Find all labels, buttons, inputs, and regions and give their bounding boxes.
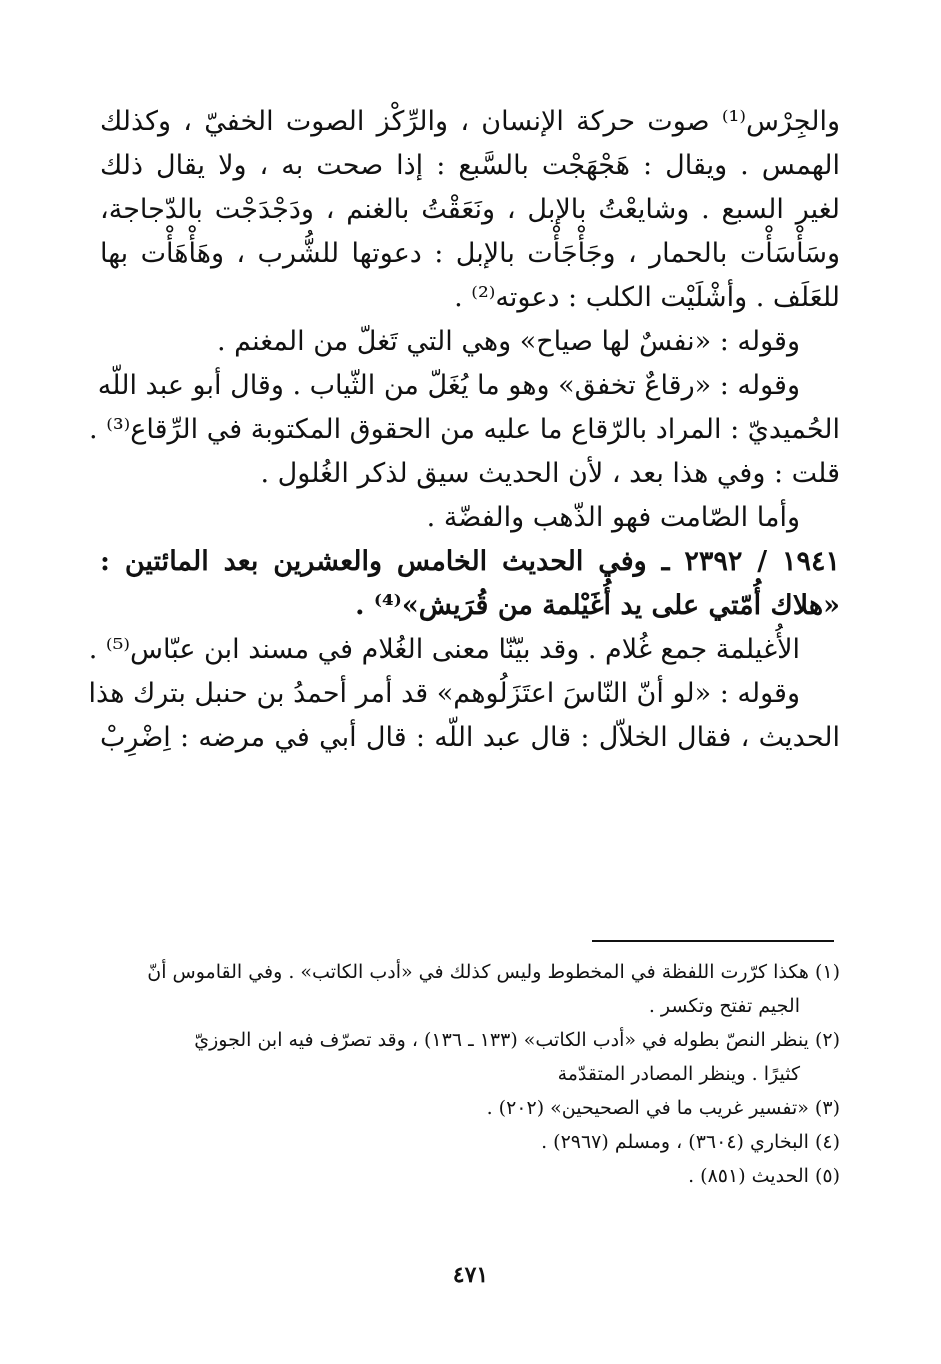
- footnotes: [100, 955, 840, 1193]
- text-line: وقوله : «لو أنّ النّاسَ اعتَزَلُوهم» قد أمر أحمدُ بن حنبل بترك هذا: [88, 678, 800, 709]
- footnote-2: (٢) ينظر النصّ بطوله في «أدب الكاتب» (١٣٣ ـ ١٣٦) ، وقد تصرّف فيه ابن الجوزيّ: [194, 1029, 840, 1051]
- text-line: للعَلَف . وأشْلَيْت الكلب : دعوته⁽²⁾ .: [454, 282, 840, 313]
- footnote-1-continued: الجيم تفتح وتكسر .: [648, 995, 800, 1017]
- hadith-heading: ١٩٤١ / ٢٣٩٢ ـ وفي الحديث الخامس والعشرين بعد المائتين :: [100, 546, 840, 577]
- text-line: الهمس . ويقال : هَجْهَجْت بالسَّبع : إذا صحت به ، ولا يقال ذلك: [100, 150, 840, 181]
- text-line: قلت : وفي هذا بعد ، لأن الحديث سيق لذكر الغُلول .: [260, 458, 840, 489]
- footnote-1: (١) هكذا كرّرت اللفظة في المخطوط وليس كذلك في «أدب الكاتب» . وفي القاموس أنّ: [147, 961, 840, 983]
- footnote-5: (٥) الحديث (٨٥١) .: [688, 1165, 840, 1187]
- text-line: وسَأْسَأْت بالحمار ، وجَأْجَأْت بالإبل : دعوتها للشُّرب ، وهَأْهَأْت بها: [100, 238, 840, 269]
- text-line: وقوله : «رقاعٌ تخفق» وهو ما يُغَلّ من الثّياب . وقال أبو عبد اللّه: [97, 370, 800, 401]
- text-line: وأما الصّامت فهو الذّهب والفضّة .: [426, 502, 800, 533]
- text-line: الأُغيلمة جمع غُلام . وقد بيّنّا معنى الغُلام في مسند ابن عبّاس⁽⁵⁾ .: [88, 634, 800, 665]
- hadith-text: «هلاك أُمّتي على يد أُغَيْلمة من قُرَيش»⁽⁴⁾ .: [355, 590, 840, 621]
- footnote-2-continued: كثيرًا . وينظر المصادر المتقدّمة: [557, 1063, 800, 1085]
- footnote-4: (٤) البخاري (٣٦٠٤) ، ومسلم (٢٩٦٧) .: [541, 1131, 840, 1153]
- text-line: لغير السبع . وشايعْتُ بالإبل ، ونَعَقْتُ بالغنم ، ودَجْدَجْت بالدّجاجة،: [100, 194, 840, 225]
- text-line: وقوله : «نفسٌ لها صياح» وهي التي تَغلّ من المغنم .: [216, 326, 800, 357]
- main-text: [88, 100, 840, 760]
- page-number: ٤٧١: [452, 1262, 489, 1288]
- text-line: الحديث ، فقال الخلاّل : قال عبد اللّه : قال أبي في مرضه : اِضْرِبْ: [100, 722, 840, 753]
- text-line: الحُميديّ : المراد بالرّقاع ما عليه من الحقوق المكتوبة في الرِّقاع⁽³⁾ .: [89, 414, 840, 445]
- footnote-divider: [592, 940, 834, 942]
- text-line: والجِرْس⁽¹⁾ صوت حركة الإنسان ، والرِّكْز الصوت الخفيّ ، وكذلك: [100, 106, 840, 137]
- footnote-3: (٣) «تفسير غريب ما في الصحيحين» (٢٠٢) .: [486, 1097, 840, 1119]
